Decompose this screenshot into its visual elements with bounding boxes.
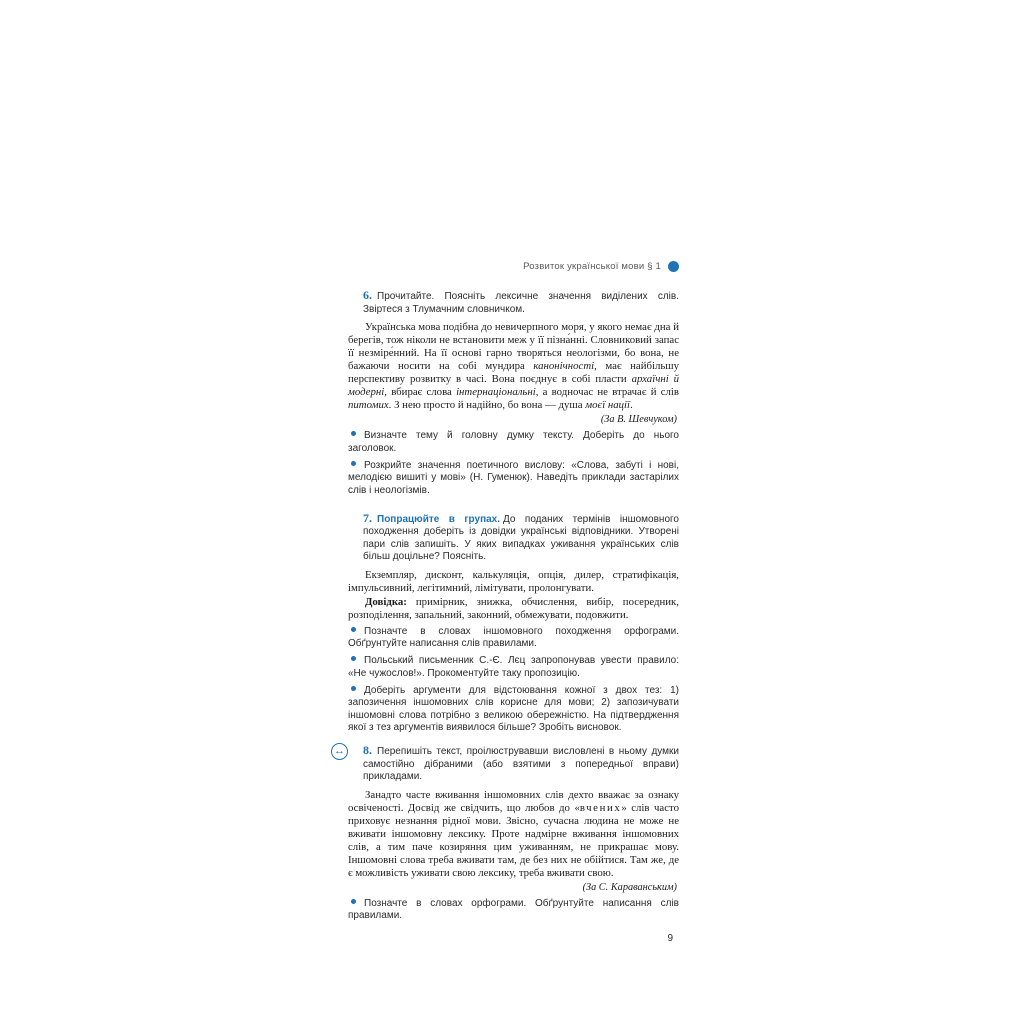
exercise-8-instruction: Перепишіть текст, проілюструвавши висловлені в ньому думки самостійно дібраними (або взятими з попередньої вправи) прикладами. <box>363 746 679 782</box>
text-run: Українська мова подібна до невичерпного моря, у якого немає дна й берегів, тож ніколи не встановити меж у її пізна́нні. Словниковий запас її незміре́нний. На її основі гарно творяться неологізми, бо вона, не бажаючи носити на собі мундира <box>348 321 679 372</box>
text-run: Занадто часте вживання іншомовних слів дехто вважає за ознаку освіченості. Досвід же свідчить, що любов до « <box>348 788 679 814</box>
exercise-7-heading <box>348 512 679 564</box>
reference-text: примірник, знижка, обчислення, вибір, посередник, розподілення, запальний, законний, обмежувати, подовжити. <box>348 595 679 621</box>
text-run-letterspaced: вчених <box>579 801 622 814</box>
task-bullet <box>348 655 679 680</box>
bullet-dot-icon <box>351 627 356 632</box>
exercise-8-block <box>334 743 679 784</box>
exercise-7-instruction: До поданих термінів іншомовного походження доберіть із довідки українські відповідники. Утворені пари слів запишіть. У яких випадках уживання українських слів більш доцільне? Поясніть. <box>363 513 679 562</box>
text-run: , вбирає слова <box>384 386 457 398</box>
exercise-6-instruction: Прочитайте. Поясніть лексичне значення виділених слів. Звіртеся з Тлумачним словничком. <box>363 291 679 315</box>
exercise-7-terms: Екземпляр, дисконт, калькуляція, опція, дилер, стратифікація, імпульсивний, легітимний, лімітувати, пролонгувати. <box>348 568 679 594</box>
exercise-7-lead: Попрацюйте в групах. <box>377 513 501 525</box>
text-run: , а водночас не втрачає й слів <box>535 386 679 398</box>
text-run: » слів часто приховує незнання рідної мови. Звісно, сучасна людина не може не вживати іншомовну лексику. Проте надмірне вживання іншомовних слів, а тим паче козиряння цим уживанням, не прикрашає мову. Іншомовні слова треба вживати там, де без них не обійтися. Там же, де є можливість уживати свою лексику, треба вживати свою. <box>348 801 679 879</box>
exercise-6-number: 6. <box>363 288 372 302</box>
bullet-dot-icon <box>351 686 356 691</box>
exercise-8-number: 8. <box>363 743 372 757</box>
exercise-7-number: 7. <box>363 510 372 525</box>
running-head <box>348 261 679 272</box>
page-content <box>334 261 680 944</box>
exercise-6-reading-text <box>348 321 679 412</box>
attribution-karavanskyi: (За С. Караванським) <box>582 881 677 893</box>
section-marker-dot-icon <box>668 261 679 272</box>
text-run: , має найбільшу перспективу розвитку в часі. Вона поєднує в собі пласти <box>348 360 679 385</box>
text-run-italic: питомих <box>348 399 389 411</box>
task-bullet <box>348 898 679 923</box>
exercise-7-reference <box>348 596 679 622</box>
attribution-shevchuk: (За В. Шевчуком) <box>600 414 677 425</box>
bullet-text: Позначте в словах орфограми. Обґрунтуйте написання слів правилами. <box>348 897 679 921</box>
task-bullet <box>348 460 679 498</box>
text-run-italic: канонічності <box>533 360 595 372</box>
exercise-6-heading <box>348 289 679 316</box>
text-run-italic: моєї нації <box>585 399 631 411</box>
task-bullet <box>348 626 679 651</box>
exercise-8-heading <box>348 744 679 784</box>
bullet-dot-icon <box>351 656 356 661</box>
reference-label: Довідка: <box>365 595 407 608</box>
bullet-dot-icon <box>351 461 356 466</box>
bullet-dot-icon <box>351 899 356 904</box>
swap-arrows-icon: ↔ <box>331 743 348 760</box>
bullet-text: Визначте тему й головну думку тексту. Доберіть до нього заголовок. <box>348 430 679 454</box>
task-bullet <box>348 430 679 455</box>
running-head-title: Розвиток української мови § 1 <box>523 261 661 272</box>
task-bullet <box>348 685 679 735</box>
text-run: . <box>630 399 633 411</box>
page-number: 9 <box>667 932 673 944</box>
text-run: . З нею просто й надійно, бо вона — душа <box>388 399 586 411</box>
bullet-text: Доберіть аргументи для відстоювання кожної з двох тез: 1) запозичення іншомовних слів корисне для мови; 2) запозичувати іншомовні слова потрібно з великою обережністю. На підтвердження якої з тез аргументів виявилося більше? Зробіть висновок. <box>348 684 679 733</box>
text-run-italic: інтернаціональні <box>456 386 536 398</box>
bullet-text: Позначте в словах іншомовного походження орфограми. Обґрунтуйте написання слів правилами. <box>348 625 679 649</box>
exercise-8-reading-text <box>348 789 679 880</box>
bullet-dot-icon <box>351 431 356 436</box>
bullet-text: Польський письменник С.-Є. Лєц запропонував увести правило: «Не чужослов!». Прокоментуйте таку пропозицію. <box>348 655 679 679</box>
text-run-italic: архаїчні й модерні <box>348 373 680 398</box>
bullet-text: Розкрийте значення поетичного вислову: «Слова, забуті і нові, мелодією вишиті у мові» (Н. Гуменюк). Наведіть приклади застарілих слів і неологізмів. <box>348 459 679 496</box>
